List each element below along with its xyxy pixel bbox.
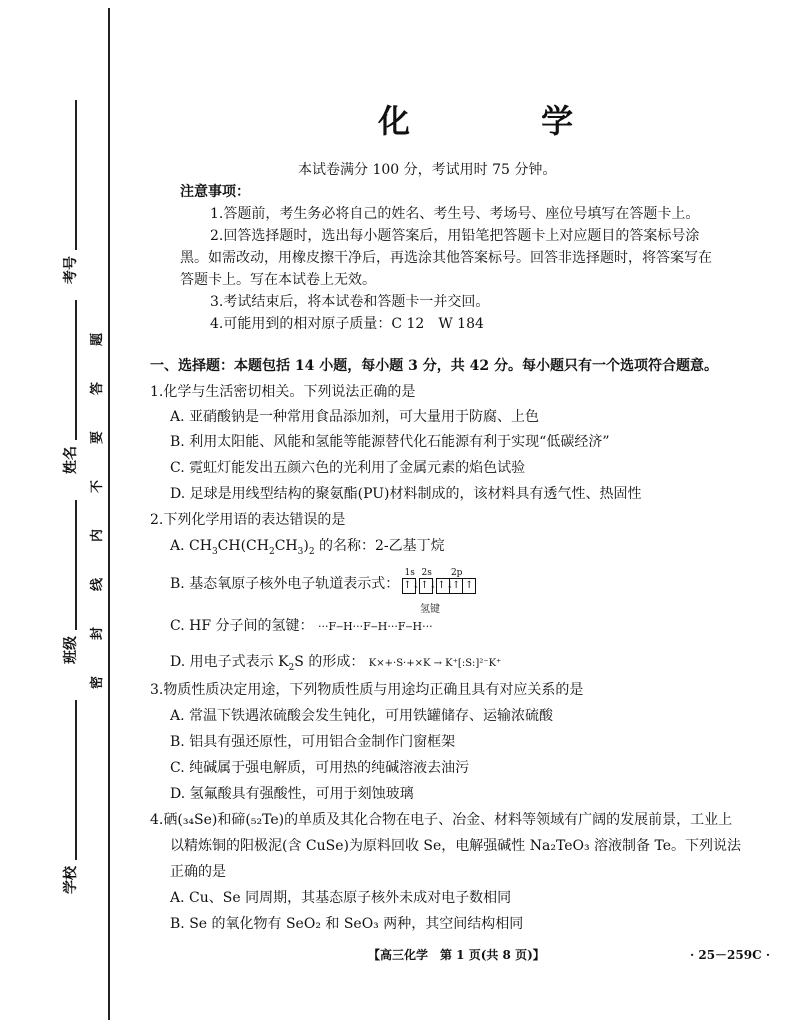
q2-d-text: S 的形成： [294, 654, 365, 670]
orbital-2p [437, 568, 476, 594]
q3-option-d: D. 氢氟酸具有强酸性，可用于刻蚀玻璃 [170, 786, 414, 802]
q1-option-d: D. 足球是用线型结构的聚氨酯(PU)材料制成的，该材料具有透气性、热固性 [170, 486, 642, 502]
q2-option-a [170, 536, 445, 562]
subscript: 2 [268, 546, 275, 557]
q3-stem: 3.物质性质决定用途，下列物质性质与用途均正确且具有对应关系的是 [150, 682, 584, 698]
notice-char: 内 [90, 528, 106, 543]
school-label: 学校 [63, 866, 79, 894]
exam-subtitle: 本试卷满分 100 分，考试用时 75 分钟。 [298, 162, 557, 178]
subscript: 2 [288, 662, 295, 673]
notice-char: 线 [90, 577, 106, 592]
subscript: 3 [211, 546, 218, 557]
binding-line [108, 8, 110, 1020]
orbital-1s [403, 568, 420, 594]
hydrogen-bond-label: 氢键 [420, 604, 440, 615]
class-field [56, 500, 84, 664]
q2-c-text: C. HF 分子间的氢键： [170, 618, 314, 634]
orbital-box: ↑ [449, 578, 463, 594]
q2-option-b [170, 568, 480, 594]
name-blank[interactable] [75, 300, 77, 440]
orbital-2s [420, 568, 437, 594]
notice-char: 答 [90, 381, 106, 396]
page-title: 化 学 [378, 102, 634, 140]
orbital-label: 1s [404, 568, 415, 578]
school-blank[interactable] [75, 700, 77, 860]
q1-stem: 1.化学与生活密切相关。下列说法正确的是 [150, 384, 416, 400]
seal-line-notice [84, 330, 108, 722]
hydrogen-bond-formula: ···F‒H···F‒H···F‒H··· [317, 620, 433, 633]
q3-option-b: B. 铝具有强还原性，可用铝合金制作门窗框架 [170, 734, 456, 750]
note-item-4: 4.可能用到的相对原子质量：C 12 W 184 [210, 316, 484, 332]
q3-option-c: C. 纯碱属于强电解质，可用热的纯碱溶液去油污 [170, 760, 470, 776]
electron-formula: K×+·S·+×K → K⁺[:S:]²⁻K⁺ [368, 658, 502, 669]
notice-char: 封 [90, 626, 106, 641]
name-label: 姓名 [63, 446, 79, 474]
orbital-diagram [403, 568, 480, 594]
q2-stem: 2.下列化学用语的表达错误的是 [150, 512, 346, 528]
q2-option-d [170, 652, 501, 678]
q2-a-text: ) [303, 538, 309, 554]
exam-number-label: 考号 [63, 256, 79, 284]
q4-option-a: A. Cu、Se 同周期，其基态原子核外未成对电子数相同 [170, 890, 512, 906]
class-blank[interactable] [75, 500, 77, 630]
exam-number-blank[interactable] [75, 100, 77, 250]
note-item-1: 1.答题前，考生务必将自己的姓名、考生号、考场号、座位号填写在答题卡上。 [210, 206, 700, 222]
orbital-box: ↑↓ [402, 578, 416, 594]
q2-a-text: CH(CH [217, 538, 269, 554]
q2-a-text: 的名称：2-乙基丁烷 [314, 538, 445, 554]
notice-char: 密 [90, 675, 106, 690]
school-field [56, 700, 84, 894]
note-item-3: 3.考试结束后，将本试卷和答题卡一并交回。 [210, 294, 490, 310]
q2-a-text: CH [274, 538, 298, 554]
q2-d-text: D. 用电子式表示 K [170, 654, 289, 670]
q2-a-text: A. CH [170, 538, 212, 554]
orbital-label: 2s [421, 568, 432, 578]
subscript: 2 [308, 546, 315, 557]
note-item-2-cont: 黑。如需改动，用橡皮擦干净后，再选涂其他答案标号。回答非选择题时，将答案写在 [180, 250, 712, 266]
exam-number-field [56, 100, 84, 284]
orbital-box: ↑ [462, 578, 476, 594]
exam-code: · 25－259C · [690, 948, 771, 962]
subscript: 3 [297, 546, 304, 557]
q2-option-c [170, 616, 433, 637]
orbital-box: ↑↓ [436, 578, 450, 594]
note-item-2-cont2: 答题卡上。写在本试卷上无效。 [180, 272, 376, 288]
class-label: 班级 [63, 636, 79, 664]
notes-heading: 注意事项： [180, 184, 250, 200]
q4-stem: 4.硒(₃₄Se)和碲(₅₂Te)的单质及其化合物在电子、冶金、材料等领域有广阔的发展前景，工业上 [150, 812, 733, 828]
notice-char: 不 [90, 479, 106, 494]
notice-char: 题 [90, 332, 106, 347]
q4-option-b: B. Se 的氧化物有 SeO₂ 和 SeO₃ 两种，其空间结构相同 [170, 916, 524, 932]
orbital-label: 2p [450, 568, 463, 578]
q1-option-b: B. 利用太阳能、风能和氢能等能源替代化石能源有利于实现“低碳经济” [170, 434, 610, 450]
q3-option-a: A. 常温下铁遇浓硫酸会发生钝化，可用铁罐储存、运输浓硫酸 [170, 708, 554, 724]
q1-option-a: A. 亚硝酸钠是一种常用食品添加剂，可大量用于防腐、上色 [170, 409, 540, 425]
notice-char: 要 [90, 430, 106, 445]
page-footer: 【高三化学 第 1 页(共 8 页)】 [368, 948, 545, 962]
section-heading: 一、选择题：本题包括 14 小题，每小题 3 分，共 42 分。每小题只有一个选项符合题意。 [150, 358, 718, 374]
q4-stem-cont: 以精炼铜的阳极泥(含 CuSe)为原料回收 Se，电解强碱性 Na₂TeO₃ 溶液制备 Te。下列说法 [170, 838, 742, 854]
q1-option-c: C. 霓虹灯能发出五颜六色的光利用了金属元素的焰色试验 [170, 460, 526, 476]
q2-b-text: B. 基态氧原子核外电子轨道表示式： [170, 576, 400, 592]
note-item-2: 2.回答选择题时，选出每小题答案后，用铅笔把答题卡上对应题目的答案标号涂 [210, 228, 700, 244]
q4-stem-cont2: 正确的是 [170, 864, 226, 880]
orbital-box: ↑↓ [419, 578, 433, 594]
binding-margin [0, 0, 120, 1030]
name-field [56, 300, 84, 474]
